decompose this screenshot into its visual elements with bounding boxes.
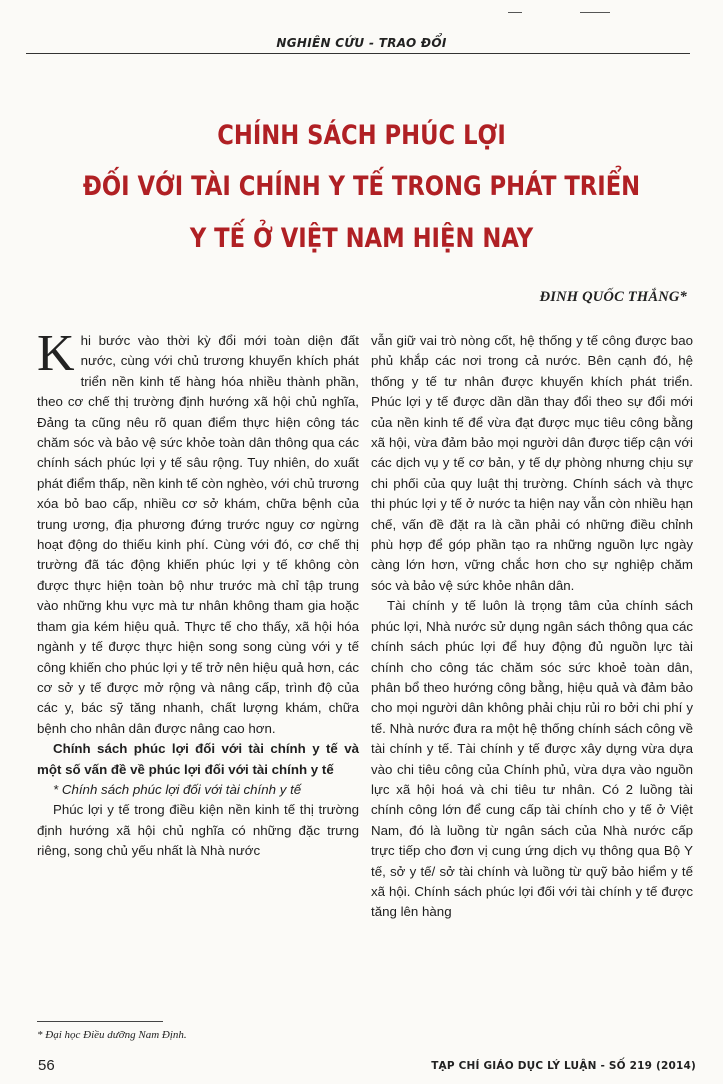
top-mark-1 — [508, 12, 522, 13]
right-column — [371, 331, 693, 923]
article-title-line-3: Y TẾ Ở VIỆT NAM HIỆN NAY — [189, 223, 534, 254]
footnote-rule — [37, 1021, 163, 1022]
paragraph-welfare: Phúc lợi y tế trong điều kiện nền kinh tế thị trường định hướng xã hội chủ nghĩa có những đặc trưng riêng, song chủ yếu nhất là Nhà nước — [37, 802, 359, 859]
header-rule — [26, 53, 690, 54]
section-header: NGHIÊN CỨU - TRAO ĐỔI — [276, 36, 447, 50]
top-mark-2 — [580, 12, 610, 13]
paragraph-intro — [37, 325, 359, 739]
section-subheading: Chính sách phúc lợi đối với tài chính y tế và một số vấn đề về phúc lợi đối với tài chính y tế — [37, 741, 359, 777]
left-column — [37, 325, 359, 862]
subsection-subheading: * Chính sách phúc lợi đối với tài chính y tế — [53, 781, 302, 797]
paragraph-finance: Tài chính y tế luôn là trọng tâm của chính sách phúc lợi, Nhà nước sử dụng ngân sách thông qua các chính sách phúc lợi để huy động đủ nguồn lực tài chính cho công tác chăm sóc sức khoẻ toàn dân, phân bổ theo hướng công bằng, hiệu quả và đảm bảo cho mọi người dân không phải chịu rủi ro bởi chi phí y tế. Nhà nước đưa ra một hệ thống chính sách công về tài chính y tế. Tài chính y tế được xây dựng vừa dựa vào chi tiêu công của Chính phủ, vừa dựa vào nguồn lực xã hội hoá và chi tiêu tư nhân. Có 2 luồng tài chính công lớn để cung cấp tài chính cho y tế ở Việt Nam, đó là luồng từ ngân sách của Nhà nước cấp trực tiếp cho đơn vị cung ứng dịch vụ thông qua Bộ Y tế, sở y tế/ sở tài chính và luồng từ quỹ bảo hiểm y tế xã hội. Chính sách phúc lợi đối với tài chính y tế được tăng lên hàng — [371, 598, 693, 920]
page-number: 56 — [38, 1057, 55, 1074]
paragraph-continued: vẫn giữ vai trò nòng cốt, hệ thống y tế công được bao phủ khắp các nơi trong cả nước. Bên cạnh đó, hệ thống y tế tư nhân được khuyến khích phát triển. Phúc lợi y tế được dần dần thay đổi theo sự đổi mới của nền kinh tế để vừa đạt được mục tiêu công bằng xã hội, vừa đảm bảo mọi người dân được tiếp cận với các dịch vụ y tế cơ bản, y tế dự phòng nhưng chịu sự chi phối của quy luật thị trường. Chính sách và thực thi phúc lợi y tế ở nước ta hiện nay vẫn còn nhiều hạn chế, vấn đề đặt ra là cần phải có những điều chỉnh phù hợp để góp phần tạo ra những nguồn lực ngày càng lớn hơn, vững chắc hơn cho sự nghiệp chăm sóc và bảo vệ sức khỏe nhân dân. — [371, 333, 693, 593]
author-byline: ĐINH QUỐC THẮNG* — [539, 289, 687, 305]
author-footnote: * Đại học Điều dưỡng Nam Định. — [37, 1029, 187, 1041]
article-title-line-1: CHÍNH SÁCH PHÚC LỢI — [217, 120, 506, 151]
article-title-line-2: ĐỐI VỚI TÀI CHÍNH Y TẾ TRONG PHÁT TRIỂN — [82, 171, 641, 202]
paragraph-intro-text: hi bước vào thời kỳ đổi mới toàn diện đất nước, cùng với chủ trương khuyến khích phát triển nền kinh tế hàng hóa nhiều thành phần, theo cơ chế thị trường định hướng xã hội chủ nghĩa, Đảng ta cũng nêu rõ quan điểm thực hiện công tác chăm sóc và bảo vệ sức khỏe toàn dân thông qua các chính sách phúc lợi y tế sâu rộng. Tuy nhiên, do xuất phát điểm thấp, nền kinh tế còn nghèo, với chủ trương xóa bỏ bao cấp, nhiều cơ sở khám, chữa bệnh của trung ương, địa phương đứng trước nguy cơ ngừng hoạt động do thiếu kinh phí. Cùng với đó, cơ chế thị trường đã tác động khiến phúc lợi y tế không còn được thực hiện toàn bộ như trước mà chỉ tập trung vào những khu vực mà tư nhân không tham gia hoặc tham gia kém hiệu quả. Thực tế cho thấy, xã hội hóa ngành y tế được thực hiện song song cùng với y tế công khiến cho phúc lợi y tế trở nên hiệu quả hơn, các cơ sở y tế được mở rộng và nâng cấp, trình độ của các y, bác sỹ tăng nhanh, chất lượng khám, chữa bệnh cho nhân dân được nâng cao hơn. — [37, 333, 359, 736]
drop-cap: K — [37, 325, 75, 382]
journal-footer: TẠP CHÍ GIÁO DỤC LÝ LUẬN - SỐ 219 (2014) — [431, 1060, 696, 1072]
